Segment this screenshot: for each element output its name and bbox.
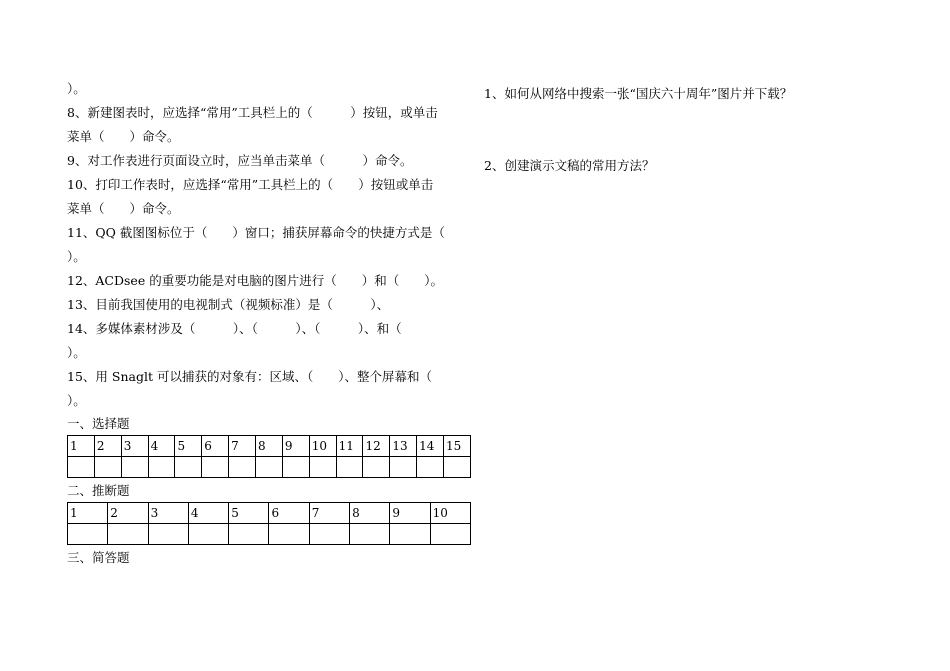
answer-cell[interactable] [175, 457, 202, 478]
answer-cell[interactable] [68, 524, 108, 545]
question-10-line-2: 菜单（ ）命令。 [67, 201, 180, 216]
answer-cell[interactable] [336, 457, 363, 478]
answer-cell[interactable] [148, 524, 188, 545]
question-10-line-1: 10、打印工作表时，应选择“常用”工具栏上的（ ）按钮或单击 [67, 177, 434, 192]
answer-cell[interactable] [444, 457, 471, 478]
question-9: 9、对工作表进行页面设立时，应当单击菜单（ ）命令。 [67, 153, 413, 168]
table-header-cell: 2 [108, 503, 148, 524]
right-column [484, 82, 884, 178]
short-answer-question-1: 1、如何从网络中搜索一张“国庆六十周年”图片并下载？ [484, 86, 793, 101]
answer-space[interactable] [484, 106, 884, 154]
table-header-cell: 1 [68, 436, 95, 457]
answer-cell[interactable] [202, 457, 229, 478]
table-header-cell: 5 [229, 503, 269, 524]
table-header-cell: 3 [148, 503, 188, 524]
table-header-cell: 4 [148, 436, 175, 457]
table-header-cell: 6 [202, 436, 229, 457]
question-11-line-2: ）。 [67, 249, 86, 264]
table-header-cell: 3 [121, 436, 148, 457]
table-header-cell: 10 [430, 503, 470, 524]
answer-cell[interactable] [229, 524, 269, 545]
table-header-cell: 14 [417, 436, 444, 457]
table-answer-row [68, 524, 471, 545]
table-header-cell: 7 [309, 503, 349, 524]
table-header-row [68, 503, 471, 524]
table-header-cell: 8 [256, 436, 283, 457]
answer-cell[interactable] [256, 457, 283, 478]
question-15-line-1: 15、用 Snaglt 可以捕获的对象有：区域、（ ）、整个屏幕和（ [67, 369, 432, 384]
answer-cell[interactable] [282, 457, 309, 478]
table-header-row [68, 436, 471, 457]
table-header-cell: 9 [390, 503, 430, 524]
left-column [67, 77, 473, 569]
table-header-cell: 12 [363, 436, 390, 457]
answer-cell[interactable] [188, 524, 228, 545]
answer-cell[interactable] [390, 524, 430, 545]
answer-cell[interactable] [430, 524, 470, 545]
table-header-cell: 10 [309, 436, 336, 457]
answer-cell[interactable] [363, 457, 390, 478]
table-header-cell: 8 [350, 503, 390, 524]
answer-cell[interactable] [148, 457, 175, 478]
question-15-line-2: ）。 [67, 393, 86, 408]
answer-cell[interactable] [94, 457, 121, 478]
table-header-cell: 13 [390, 436, 417, 457]
answer-cell[interactable] [68, 457, 95, 478]
answer-cell[interactable] [121, 457, 148, 478]
question-11-line-1: 11、QQ 截图图标位于（ ）窗口；捕获屏幕命令的快捷方式是（ [67, 225, 445, 240]
answer-cell[interactable] [108, 524, 148, 545]
answer-cell[interactable] [309, 457, 336, 478]
answer-cell[interactable] [350, 524, 390, 545]
question-14-line-2: ）。 [67, 345, 86, 360]
table-header-cell: 1 [68, 503, 108, 524]
table-header-cell: 15 [444, 436, 471, 457]
short-answer-question-2: 2、创建演示文稿的常用方法？ [484, 158, 655, 173]
section-title-choice: 一、选择题 [67, 416, 130, 431]
answer-cell[interactable] [269, 524, 309, 545]
judgement-answer-table [67, 502, 471, 545]
section-title-short-answer: 三、简答题 [67, 550, 130, 565]
table-header-cell: 4 [188, 503, 228, 524]
answer-cell[interactable] [229, 457, 256, 478]
question-8-line-1: 8、新建图表时，应选择“常用”工具栏上的（ ）按钮，或单击 [67, 105, 438, 120]
question-8-line-2: 菜单（ ）命令。 [67, 129, 180, 144]
choice-answer-table [67, 435, 471, 478]
table-header-cell: 6 [269, 503, 309, 524]
question-13: 13、目前我国使用的电视制式（视频标准）是（ ）、 [67, 297, 390, 312]
table-header-cell: 5 [175, 436, 202, 457]
question-12: 12、ACDsee 的重要功能是对电脑的图片进行（ ）和（ ）。 [67, 273, 443, 288]
table-header-cell: 11 [336, 436, 363, 457]
section-title-judgement: 二、推断题 [67, 483, 130, 498]
text-line: ）。 [67, 81, 86, 96]
answer-cell[interactable] [417, 457, 444, 478]
answer-cell[interactable] [390, 457, 417, 478]
table-answer-row [68, 457, 471, 478]
table-header-cell: 2 [94, 436, 121, 457]
question-14-line-1: 14、多媒体素材涉及（ ）、（ ）、（ ）、和（ [67, 321, 402, 336]
table-header-cell: 7 [229, 436, 256, 457]
table-header-cell: 9 [282, 436, 309, 457]
answer-cell[interactable] [309, 524, 349, 545]
